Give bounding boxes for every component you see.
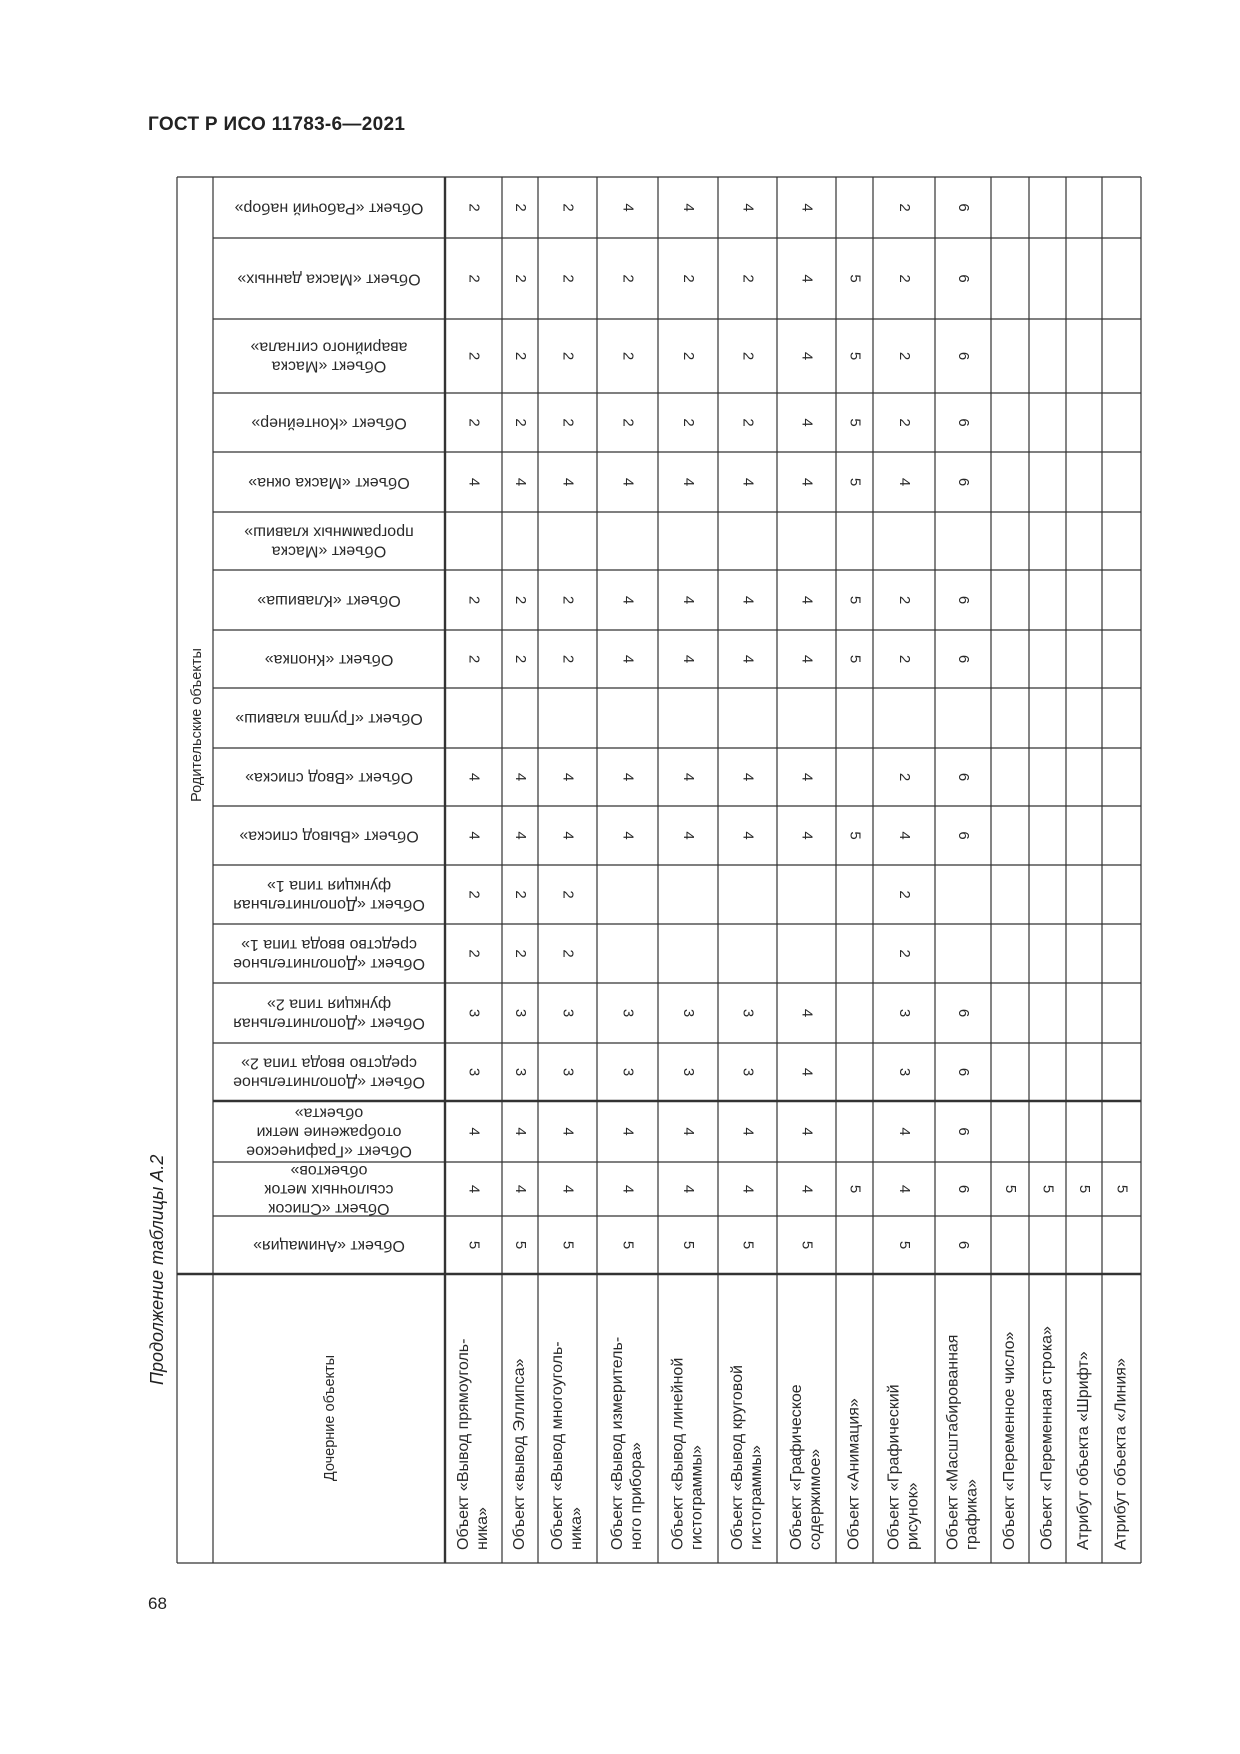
- table-cell: 2: [896, 772, 914, 782]
- table-cell: 2: [512, 890, 530, 899]
- table-cell: 3: [896, 1008, 914, 1018]
- document-header: ГОСТ Р ИСО 11783-6—2021: [148, 114, 406, 135]
- parent-header: Объект «Анимация»: [253, 1236, 405, 1254]
- parent-header: Объект «Дополнительное: [233, 1073, 425, 1091]
- table-cell: 5: [846, 274, 864, 283]
- table-cell: 2: [559, 418, 577, 427]
- table-cell: 2: [896, 203, 914, 212]
- child-header: Объект «Графический: [885, 1384, 903, 1550]
- table-cell: 6: [955, 351, 973, 361]
- table-cell: 6: [955, 1127, 973, 1136]
- table-cell: 4: [896, 831, 914, 840]
- table-cell: 6: [955, 274, 973, 283]
- table-cell: 5: [739, 1240, 757, 1250]
- table-cell: 4: [739, 1184, 757, 1194]
- table-cell: 3: [739, 1008, 757, 1018]
- child-header: Объект «Масштабированная: [944, 1334, 962, 1550]
- table-cell: 5: [846, 654, 864, 664]
- child-header: гистограммы»: [748, 1445, 766, 1550]
- child-header: Объект «Переменное число»: [1001, 1331, 1019, 1550]
- table-cell: 4: [896, 477, 914, 487]
- table-cell: 6: [955, 595, 973, 605]
- page-number: 68: [148, 1594, 167, 1613]
- table-cell: 2: [512, 274, 530, 283]
- table-cell: 4: [619, 654, 637, 664]
- table-cell: 4: [619, 772, 637, 782]
- table-cell: 3: [559, 1067, 577, 1077]
- table-cell: 2: [559, 595, 577, 605]
- table-cell: 2: [559, 351, 577, 361]
- table-cell: 4: [619, 1127, 637, 1136]
- table-cell: 6: [955, 477, 973, 487]
- table-cell: 4: [559, 477, 577, 487]
- table-cell: 5: [680, 1240, 698, 1250]
- table-cell: 3: [680, 1067, 698, 1077]
- parent-header: объектов»: [290, 1161, 368, 1179]
- table-cell: 4: [559, 1127, 577, 1136]
- table-cell: 4: [619, 595, 637, 605]
- child-header: ного прибора»: [628, 1442, 646, 1550]
- table-cell: 4: [680, 654, 698, 664]
- table-cell: 4: [680, 1127, 698, 1136]
- parent-header: Объект «Маска: [271, 542, 387, 560]
- parent-header: Объект «Контейнер»: [251, 414, 407, 432]
- child-header: Атрибут объекта «Шрифт»: [1075, 1351, 1093, 1550]
- table-cell: 5: [846, 351, 864, 361]
- table-cell: 3: [465, 1067, 483, 1077]
- parent-header: Объект «Дополнительная: [233, 895, 425, 913]
- table-cell: 3: [465, 1008, 483, 1018]
- child-header: графика»: [963, 1479, 981, 1550]
- table-cell: 4: [739, 831, 757, 840]
- table-cell: 2: [512, 949, 530, 958]
- table-cell: 5: [846, 477, 864, 487]
- table-cell: 3: [680, 1008, 698, 1018]
- table-cell: 5: [1039, 1184, 1057, 1194]
- table-cell: 4: [680, 1184, 698, 1194]
- parent-header: Объект «Клавиша»: [257, 591, 401, 609]
- parent-header: Объект «Графическое: [246, 1142, 412, 1160]
- table-cell: 4: [798, 772, 816, 782]
- table-cell: 4: [465, 1127, 483, 1136]
- table-cell: 2: [680, 274, 698, 283]
- table-cell: 4: [465, 477, 483, 487]
- table-cell: 4: [465, 831, 483, 840]
- table-cell: 2: [896, 274, 914, 283]
- parent-header: Объект «Маска данных»: [237, 270, 421, 288]
- table-cell: 2: [465, 949, 483, 958]
- table-cell: 4: [512, 1127, 530, 1136]
- table-cell: 4: [739, 203, 757, 212]
- table-cell: 6: [955, 203, 973, 212]
- table-cell: 2: [465, 654, 483, 664]
- table-cell: 5: [798, 1240, 816, 1250]
- table-cell: 6: [955, 772, 973, 782]
- table-cell: 2: [619, 274, 637, 283]
- table-cell: 2: [512, 654, 530, 664]
- table-cell: 6: [955, 1240, 973, 1250]
- table-cell: 4: [619, 1184, 637, 1194]
- table-cell: 4: [619, 203, 637, 212]
- table-cell: 3: [896, 1067, 914, 1077]
- table-cell: 2: [465, 890, 483, 899]
- table-cell: 3: [559, 1008, 577, 1018]
- table-cell: 6: [955, 1184, 973, 1194]
- child-header: Объект «Вывод прямоуголь-: [455, 1338, 473, 1550]
- table-cell: 5: [846, 1184, 864, 1194]
- table-cell: 4: [798, 1127, 816, 1136]
- table-cell: 2: [559, 949, 577, 958]
- table-cell: 2: [896, 418, 914, 427]
- table-cell: 4: [680, 772, 698, 782]
- parent-header: объекта»: [294, 1104, 364, 1122]
- table-cell: 4: [739, 654, 757, 664]
- parent-header: Объект «Рабочий набор»: [234, 199, 424, 217]
- table-cell: 6: [955, 1067, 973, 1077]
- parent-header: Объект «Дополнительная: [233, 1014, 425, 1032]
- parent-header: Объект «Кнопка»: [264, 650, 394, 668]
- table-cell: 2: [896, 949, 914, 958]
- table-cell: 5: [846, 418, 864, 427]
- table-cell: 4: [798, 831, 816, 840]
- table-cell: 2: [465, 595, 483, 605]
- table-caption: Продолжение таблицы А.2: [147, 1154, 167, 1385]
- child-header: Объект «Переменная строка»: [1038, 1326, 1056, 1550]
- table-cell: 2: [896, 890, 914, 899]
- child-header: ника»: [474, 1507, 492, 1550]
- table-cell: 3: [619, 1008, 637, 1018]
- table-cell: 5: [1002, 1184, 1020, 1194]
- table-cell: 4: [680, 477, 698, 487]
- table-cell: 5: [559, 1240, 577, 1250]
- table-cell: 4: [739, 595, 757, 605]
- child-header: Объект «вывод Эллипса»: [511, 1358, 529, 1550]
- table-cell: 2: [896, 595, 914, 605]
- table-cell: 4: [619, 831, 637, 840]
- child-header: Объект «Вывод измеритель-: [609, 1336, 627, 1550]
- table-cell: 4: [512, 477, 530, 487]
- table-cell: 2: [619, 418, 637, 427]
- parent-header: Объект «Вывод списка»: [239, 827, 419, 845]
- table-cell: 2: [559, 203, 577, 212]
- parent-header: средство ввода типа 1»: [241, 935, 417, 953]
- table-cell: 5: [1113, 1184, 1131, 1194]
- table-cell: 2: [739, 274, 757, 283]
- parent-header: Объект «Дополнительное: [233, 954, 425, 972]
- child-header: Объект «Графическое: [788, 1384, 806, 1550]
- table-cell: 2: [465, 274, 483, 283]
- table-cell: 4: [798, 274, 816, 283]
- table-cell: 4: [798, 1008, 816, 1018]
- table-cell: 6: [955, 1008, 973, 1018]
- table-cell: 3: [619, 1067, 637, 1077]
- table-cell: 2: [680, 351, 698, 361]
- table-cell: 4: [680, 595, 698, 605]
- parent-header: аварийного сигнала»: [250, 338, 408, 356]
- table-cell: 6: [955, 654, 973, 664]
- child-header: содержимое»: [807, 1448, 825, 1550]
- table-cell: 5: [896, 1240, 914, 1250]
- table-cell: 2: [896, 654, 914, 664]
- parent-header: функция типа 2»: [266, 995, 392, 1013]
- table-cell: 4: [559, 1184, 577, 1194]
- table-cell: 5: [465, 1240, 483, 1250]
- child-header: рисунок»: [904, 1482, 922, 1550]
- child-header: Объект «Вывод круговой: [729, 1365, 747, 1550]
- table-cell: 2: [680, 418, 698, 427]
- table-cell: 2: [512, 418, 530, 427]
- table-cell: 2: [739, 351, 757, 361]
- table-cell: 4: [559, 831, 577, 840]
- table-cell: 2: [559, 274, 577, 283]
- table-cell: 6: [955, 831, 973, 840]
- table-cell: 2: [512, 203, 530, 212]
- table-cell: 5: [846, 831, 864, 840]
- table-cell: 2: [896, 351, 914, 361]
- child-header: Объект «Анимация»: [845, 1398, 863, 1550]
- table-cell: 6: [955, 418, 973, 427]
- table-cell: 4: [680, 831, 698, 840]
- table-cell: 4: [512, 831, 530, 840]
- table-cell: 2: [739, 418, 757, 427]
- child-column-label: Дочерние объекты: [321, 1354, 338, 1482]
- table-cell: 2: [465, 418, 483, 427]
- parent-header: функция типа 1»: [266, 876, 392, 894]
- table-cell: 4: [619, 477, 637, 487]
- parent-header: Объект «Маска окна»: [248, 473, 410, 491]
- table-cell: 4: [739, 477, 757, 487]
- child-header: Атрибут объекта «Линия»: [1112, 1358, 1130, 1550]
- parent-header: Объект «Список: [268, 1199, 390, 1217]
- table-cell: 3: [512, 1008, 530, 1018]
- parent-header: Объект «Группа клавиш»: [235, 709, 423, 727]
- table-cell: 3: [512, 1067, 530, 1077]
- table-cell: 2: [512, 595, 530, 605]
- table-cell: 2: [465, 351, 483, 361]
- table-cell: 4: [465, 772, 483, 782]
- table-cell: 5: [1076, 1184, 1094, 1194]
- table-cell: 4: [798, 351, 816, 361]
- table-cell: 4: [512, 772, 530, 782]
- parent-group-label: Родительские объекты: [188, 648, 205, 802]
- table-cell: 2: [465, 203, 483, 212]
- child-header: гистограммы»: [688, 1445, 706, 1550]
- table-cell: 4: [680, 203, 698, 212]
- table-cell: 2: [619, 351, 637, 361]
- parent-header: программных клавиш»: [244, 523, 414, 541]
- table-cell: 4: [465, 1184, 483, 1194]
- table-cell: 4: [896, 1184, 914, 1194]
- table-cell: 4: [798, 477, 816, 487]
- parent-header: отображение метки: [256, 1123, 402, 1141]
- table-cell: 5: [619, 1240, 637, 1250]
- parent-header: Объект «Маска: [271, 357, 387, 375]
- table-cell: 5: [512, 1240, 530, 1250]
- table-cell: 5: [846, 595, 864, 605]
- child-header: Объект «Вывод линейной: [669, 1357, 687, 1550]
- table-cell: 4: [798, 203, 816, 212]
- table-cell: 4: [798, 418, 816, 427]
- table-cell: 4: [798, 654, 816, 664]
- table-cell: 4: [896, 1127, 914, 1136]
- table-cell: 3: [739, 1067, 757, 1077]
- child-header: Объект «Вывод многоуголь-: [549, 1341, 567, 1550]
- table-cell: 4: [798, 1184, 816, 1194]
- table-cell: 2: [559, 654, 577, 664]
- parent-header: ссылочных меток: [264, 1180, 394, 1198]
- table-cell: 2: [559, 890, 577, 899]
- table-cell: 2: [512, 351, 530, 361]
- child-header: ника»: [568, 1507, 586, 1550]
- parent-header: средство ввода типа 2»: [241, 1054, 417, 1072]
- table-cell: 4: [512, 1184, 530, 1194]
- table-cell: 4: [739, 1127, 757, 1136]
- table-cell: 4: [559, 772, 577, 782]
- table-cell: 4: [739, 772, 757, 782]
- table-cell: 4: [798, 595, 816, 605]
- table-cell: 4: [798, 1067, 816, 1077]
- parent-header: Объект «Ввод списка»: [245, 768, 413, 786]
